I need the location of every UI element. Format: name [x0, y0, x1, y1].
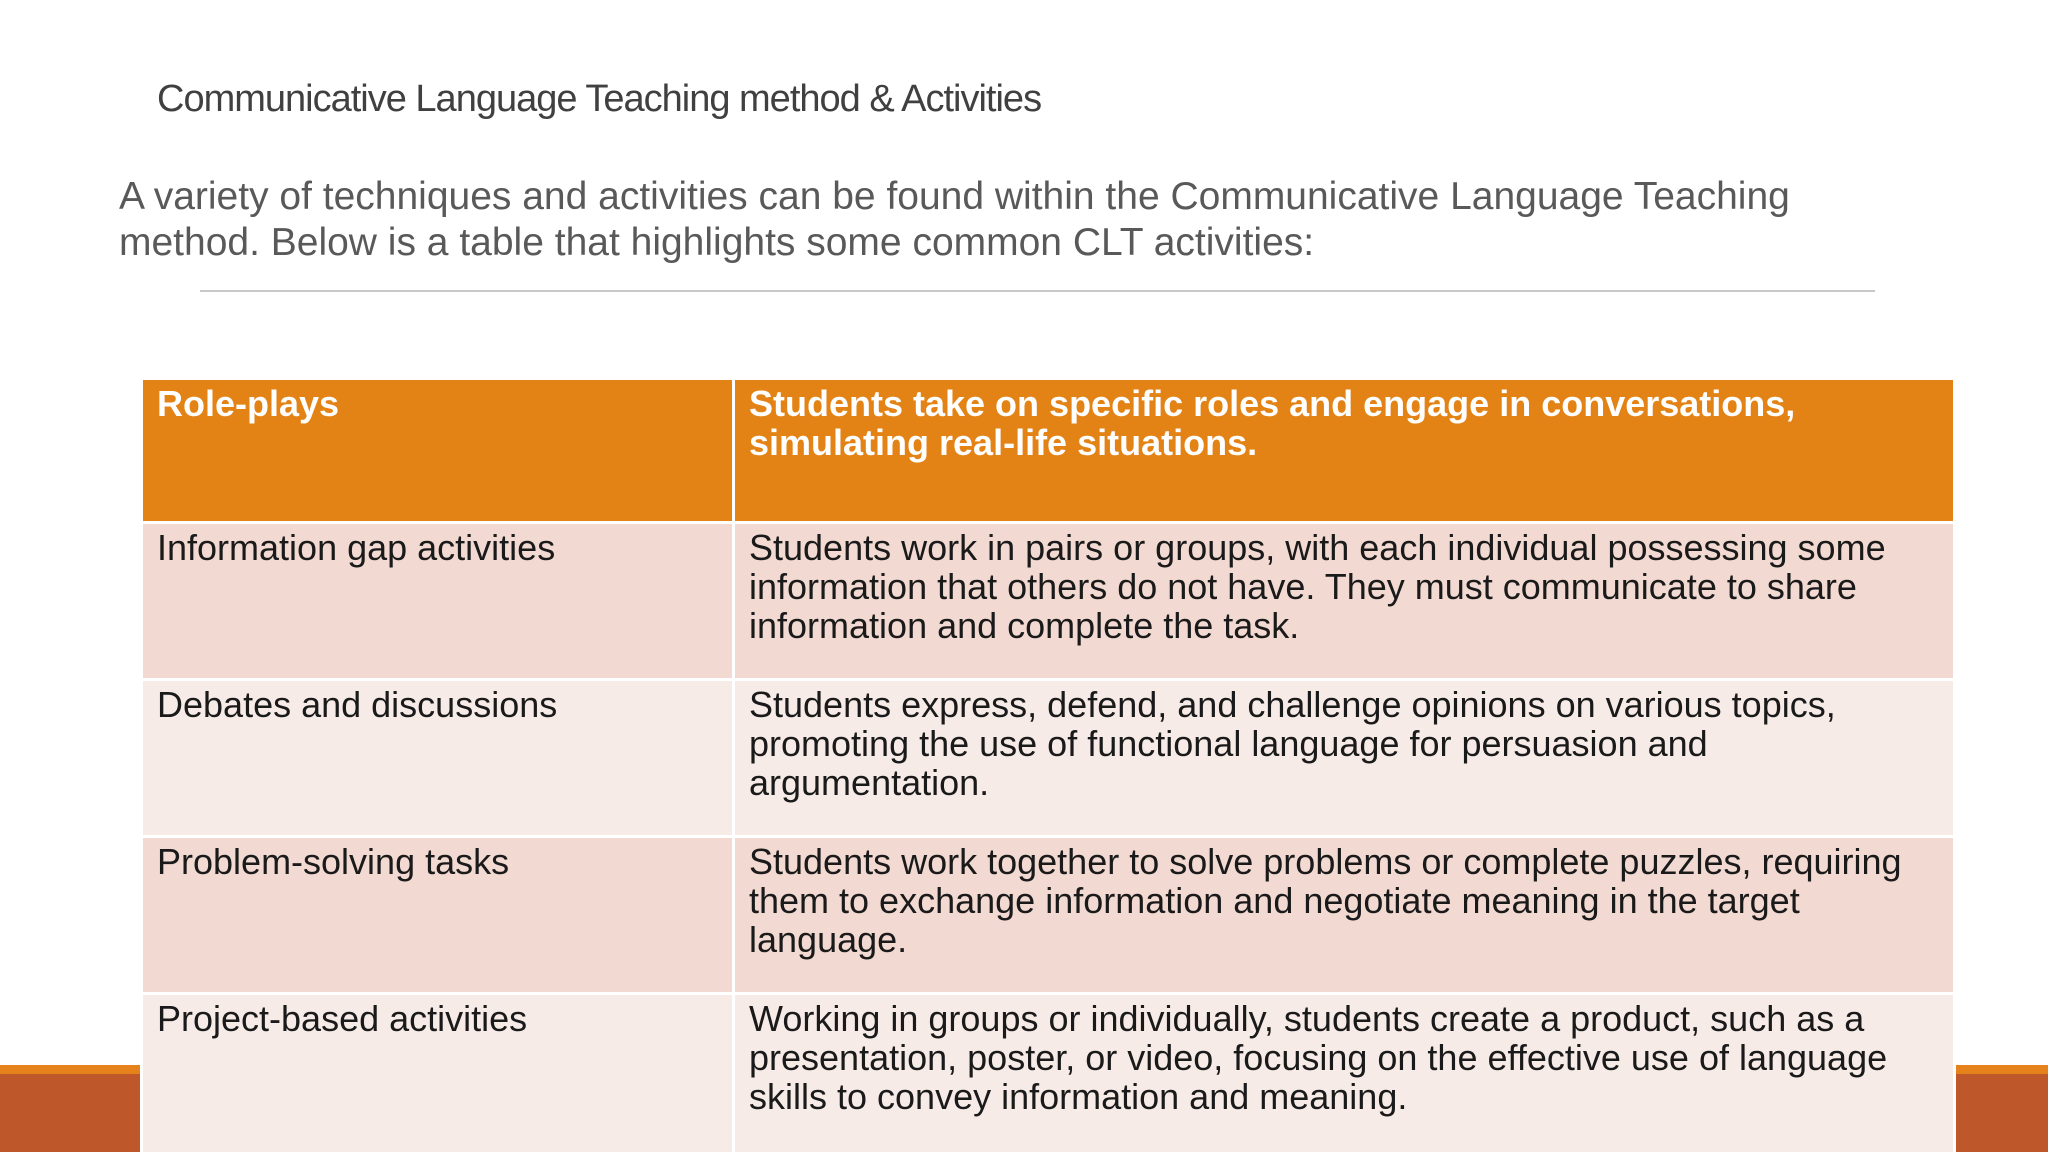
- table-row: [142, 680, 1955, 837]
- activity-cell: Debates and discussions: [142, 680, 734, 837]
- description-cell: Students work together to solve problems or complete puzzles, requiring them to exchange information and negotiate meaning in the target language.: [734, 837, 1955, 994]
- activity-cell: Project-based activities: [142, 994, 734, 1154]
- divider-line: [200, 290, 1875, 292]
- activity-cell: Problem-solving tasks: [142, 837, 734, 994]
- table-row: [142, 994, 1955, 1154]
- intro-paragraph: A variety of techniques and activities can be found within the Communicative Language Teaching method. Below is a table that highlights some common CLT activities:: [119, 175, 1790, 264]
- description-cell: Working in groups or individually, students create a product, such as a presentation, poster, or video, focusing on the effective use of language skills to convey information and meaning.: [734, 994, 1955, 1154]
- description-cell: Students take on specific roles and engage in conversations, simulating real-life situations.: [734, 379, 1955, 523]
- clt-activities-table: [140, 377, 1956, 1155]
- table-row: [142, 523, 1955, 680]
- table-row: [142, 837, 1955, 994]
- description-cell: Students work in pairs or groups, with each individual possessing some information that others do not have. They must communicate to share information and complete the task.: [734, 523, 1955, 680]
- activity-cell: Information gap activities: [142, 523, 734, 680]
- description-cell: Students express, defend, and challenge opinions on various topics, promoting the use of functional language for persuasion and argumentation.: [734, 680, 1955, 837]
- activity-cell: Role-plays: [142, 379, 734, 523]
- table-row: [142, 379, 1955, 523]
- slide-title: Communicative Language Teaching method & Activities: [157, 78, 1042, 120]
